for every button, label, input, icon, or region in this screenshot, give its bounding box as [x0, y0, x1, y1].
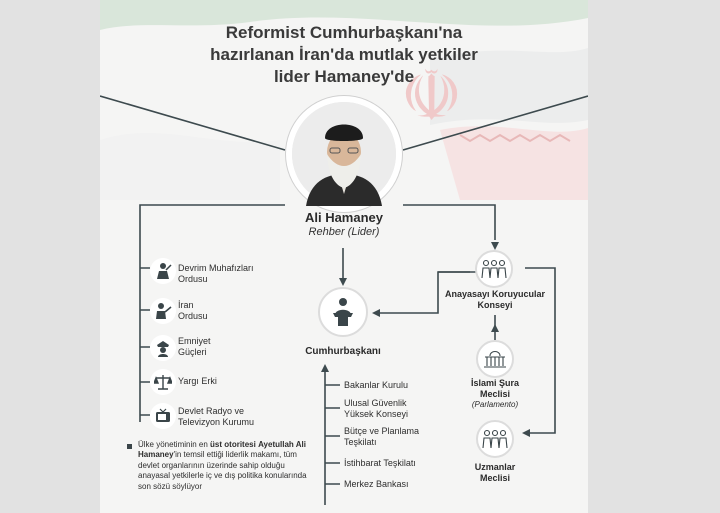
note-part-1: Ülke yönetiminin en [138, 440, 211, 449]
leader-role: Rehber (Lider) [308, 226, 380, 238]
left-item-2-line-1: İran [178, 300, 194, 310]
guardian-council-circle [475, 250, 513, 288]
note-text [138, 440, 313, 492]
president-label: Cumhurbaşkanı [305, 346, 381, 357]
parliament-note: (Parlamento) [471, 400, 519, 409]
president-item-2-line-2: Yüksek Konseyi [344, 409, 409, 419]
note-part-3: Ayetullah Ali Hamaney [138, 440, 306, 460]
council-people-icon [481, 259, 507, 279]
title-line-2: hazırlanan İran'da mutlak yetkiler [210, 45, 478, 64]
note-part-4: 'in temsil ettiği liderlik makamı, tüm devlet organlarının üzerinde sahip olduğu anayasal yetkilerle iç ve dış politika konularında son sözü söylüyor [138, 450, 307, 491]
title-line-1: Reformist Cumhurbaşkanı'na [225, 23, 463, 42]
infographic-card [100, 0, 588, 513]
tv-icon [150, 403, 176, 429]
guardian-council-line-2: Konseyi [477, 300, 513, 310]
parliament-circle [476, 340, 514, 378]
president-item-2-line-1: Ulusal Güvenlik [344, 398, 407, 408]
svg-text:☫: ☫ [400, 55, 463, 137]
soldier-icon [150, 258, 176, 284]
experts-people-icon [482, 429, 508, 449]
parliament-line-1: İslami Şura [470, 378, 520, 388]
left-item-2-line-2: Ordusu [178, 311, 208, 321]
parliament-line-2: Meclisi [479, 389, 510, 399]
title-line-3: lider Hamaney'de [273, 67, 415, 86]
leader-name: Ali Hamaney [304, 210, 384, 225]
left-item-1-line-2: Ordusu [178, 274, 208, 284]
parliament-building-icon [483, 349, 507, 369]
president-item-3-line-1: Bütçe ve Planlama [344, 426, 420, 436]
guardian-council-line-1: Anayasayı Koruyucular [444, 289, 546, 299]
left-item-3-line-1: Emniyet [178, 336, 211, 346]
army-icon [150, 298, 176, 324]
president-item-5: Merkez Bankası [344, 479, 409, 489]
experts-line-2: Meclisi [479, 473, 510, 483]
left-item-1-line-1: Devrim Muhafızları [178, 263, 254, 273]
podium-icon [328, 297, 358, 327]
note-bullet [127, 444, 132, 449]
note-part-2: üst otoritesi [210, 440, 256, 449]
president-item-1: Bakanlar Kurulu [344, 380, 409, 390]
left-item-5-line-1: Devlet Radyo ve [178, 406, 245, 416]
leader-portrait [286, 96, 402, 212]
president-item-4: İstihbarat Teşkilatı [344, 458, 416, 468]
experts-circle [476, 420, 514, 458]
police-icon [150, 335, 176, 361]
leader-figure-icon [292, 102, 396, 206]
left-item-5-line-2: Televizyon Kurumu [178, 417, 255, 427]
left-item-4-line-1: Yargı Erki [178, 376, 217, 386]
experts-line-1: Uzmanlar [474, 462, 516, 472]
president-item-3-line-2: Teşkilatı [344, 437, 377, 447]
president-circle [318, 287, 368, 337]
scales-icon [150, 369, 176, 395]
left-item-3-line-2: Güçleri [178, 347, 207, 357]
